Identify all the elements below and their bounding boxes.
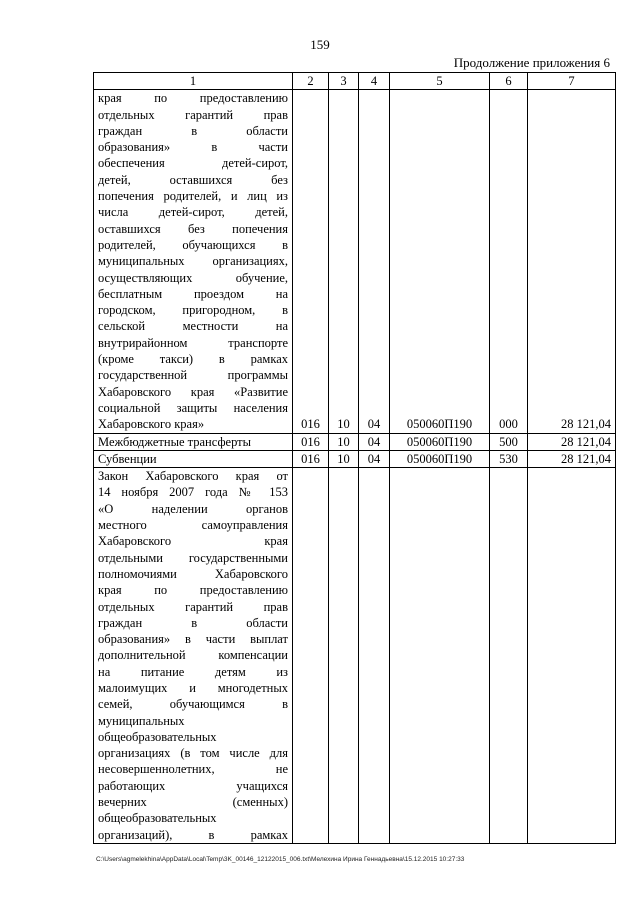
row-name-line: Хабаровского края «Развитие: [98, 384, 288, 399]
row-name-line: детей, оставшихся без: [98, 172, 288, 187]
row-name-line: Субвенции: [98, 451, 157, 466]
row-name-line: общеобразовательных: [98, 729, 217, 744]
table-row: [94, 90, 616, 433]
row-cell-col-4: 04: [359, 90, 390, 433]
row-cell-col-3: 10: [329, 90, 359, 433]
row-name-line: Межбюджетные трансферты: [98, 434, 252, 449]
row-name-line: «О наделении органов: [98, 501, 288, 516]
row-name-line: сельской местности на: [98, 319, 288, 334]
row-name-line: вечерних (сменных): [98, 795, 288, 810]
row-name-line: на питание детям из: [98, 664, 288, 679]
row-cell-col-3: 10: [329, 450, 359, 467]
header-row: [94, 73, 616, 90]
header-col-4: 4: [359, 73, 390, 90]
row-name-line: семей, обучающимся в: [98, 697, 288, 712]
header-col-6: 6: [490, 73, 528, 90]
table-row: [94, 450, 616, 467]
row-cell-col-5: [390, 468, 490, 844]
row-cell-col-3: 10: [329, 433, 359, 450]
row-name-line: Хабаровского края: [98, 534, 288, 549]
row-name-line: осуществляющих обучение,: [98, 270, 288, 285]
row-name-line: малоимущих и многодетных: [98, 680, 288, 695]
row-name-line: полномочиями Хабаровского: [98, 566, 288, 581]
row-name-line: социальной защиты населения: [98, 400, 288, 415]
row-name-cell: [94, 450, 293, 467]
row-cell-col-2: 016: [293, 450, 329, 467]
row-name-line: образования» в части выплат: [98, 632, 288, 647]
row-name-line: общеобразовательных: [98, 811, 217, 826]
row-cell-col-7: 28 121,04: [528, 450, 616, 467]
row-name-line: организаций), в рамках: [98, 827, 288, 842]
row-cell-col-4: [359, 468, 390, 844]
row-name-line: государственной программы: [98, 368, 288, 383]
row-cell-col-2: 016: [293, 90, 329, 433]
table-row: [94, 433, 616, 450]
row-name-line: организациях (в том числе для: [98, 746, 288, 761]
row-name-line: 14 ноября 2007 года № 153: [98, 485, 288, 500]
header-col-1: 1: [94, 73, 293, 90]
row-name-line: (кроме такси) в рамках: [98, 352, 288, 367]
row-name-cell: [94, 90, 293, 433]
row-name-line: Закон Хабаровского края от: [98, 469, 288, 484]
header-col-3: 3: [329, 73, 359, 90]
row-name-line: местного самоуправления: [98, 518, 288, 533]
row-name-line: граждан в области: [98, 123, 288, 138]
row-name-line: отдельных гарантий прав: [98, 599, 288, 614]
row-cell-col-7: 28 121,04: [528, 433, 616, 450]
row-cell-col-6: 000: [490, 90, 528, 433]
row-name-line: отдельных гарантий прав: [98, 107, 288, 122]
header-col-5: 5: [390, 73, 490, 90]
row-name-line: муниципальных: [98, 713, 185, 728]
row-name-line: обеспечения детей-сирот,: [98, 156, 288, 171]
row-name-line: несовершеннолетних, не: [98, 762, 288, 777]
row-cell-col-7: 28 121,04: [528, 90, 616, 433]
row-name-cell: [94, 468, 293, 844]
row-name-line: родителей, обучающихся в: [98, 237, 288, 252]
row-name-line: попечения родителей, и лиц из: [98, 189, 288, 204]
header-col-2: 2: [293, 73, 329, 90]
row-name-line: края по предоставлению: [98, 583, 288, 598]
row-name-line: оставшихся без попечения: [98, 221, 288, 236]
row-cell-col-6: [490, 468, 528, 844]
row-name-line: городском, пригородном, в: [98, 303, 288, 318]
row-name-line: граждан в области: [98, 615, 288, 630]
continuation-label: Продолжение приложения 6: [453, 55, 610, 70]
row-name-line: Хабаровского края»: [98, 417, 205, 432]
row-cell-col-5: 050060П190: [390, 450, 490, 467]
row-name-line: муниципальных организациях,: [98, 254, 288, 269]
row-cell-col-4: 04: [359, 433, 390, 450]
row-cell-col-6: 500: [490, 433, 528, 450]
header-col-7: 7: [528, 73, 616, 90]
row-cell-col-4: 04: [359, 450, 390, 467]
row-name-line: образования» в части: [98, 140, 288, 155]
row-cell-col-5: 050060П190: [390, 90, 490, 433]
row-name-line: дополнительной компенсации: [98, 648, 288, 663]
footer-path: C:\Users\agmelekhina\AppData\Local\Temp\3K_00146_12122015_006.txt\Мелехина Ирина Геннадьевна\15.12.2015 10:27:33: [96, 856, 465, 863]
row-name-line: отдельными государственными: [98, 550, 288, 565]
row-cell-col-5: 050060П190: [390, 433, 490, 450]
budget-table: [93, 72, 616, 844]
row-name-line: внутрирайонном транспорте: [98, 335, 288, 350]
row-cell-col-7: [528, 468, 616, 844]
table-row: [94, 468, 616, 844]
row-cell-col-3: [329, 468, 359, 844]
row-name-line: бесплатным проездом на: [98, 286, 288, 301]
row-name-line: работающих учащихся: [98, 778, 288, 793]
row-name-cell: [94, 433, 293, 450]
row-name-line: края по предоставлению: [98, 91, 288, 106]
row-cell-col-2: [293, 468, 329, 844]
row-name-line: числа детей-сирот, детей,: [98, 205, 288, 220]
row-cell-col-6: 530: [490, 450, 528, 467]
row-cell-col-2: 016: [293, 433, 329, 450]
page-number: 159: [310, 37, 330, 52]
